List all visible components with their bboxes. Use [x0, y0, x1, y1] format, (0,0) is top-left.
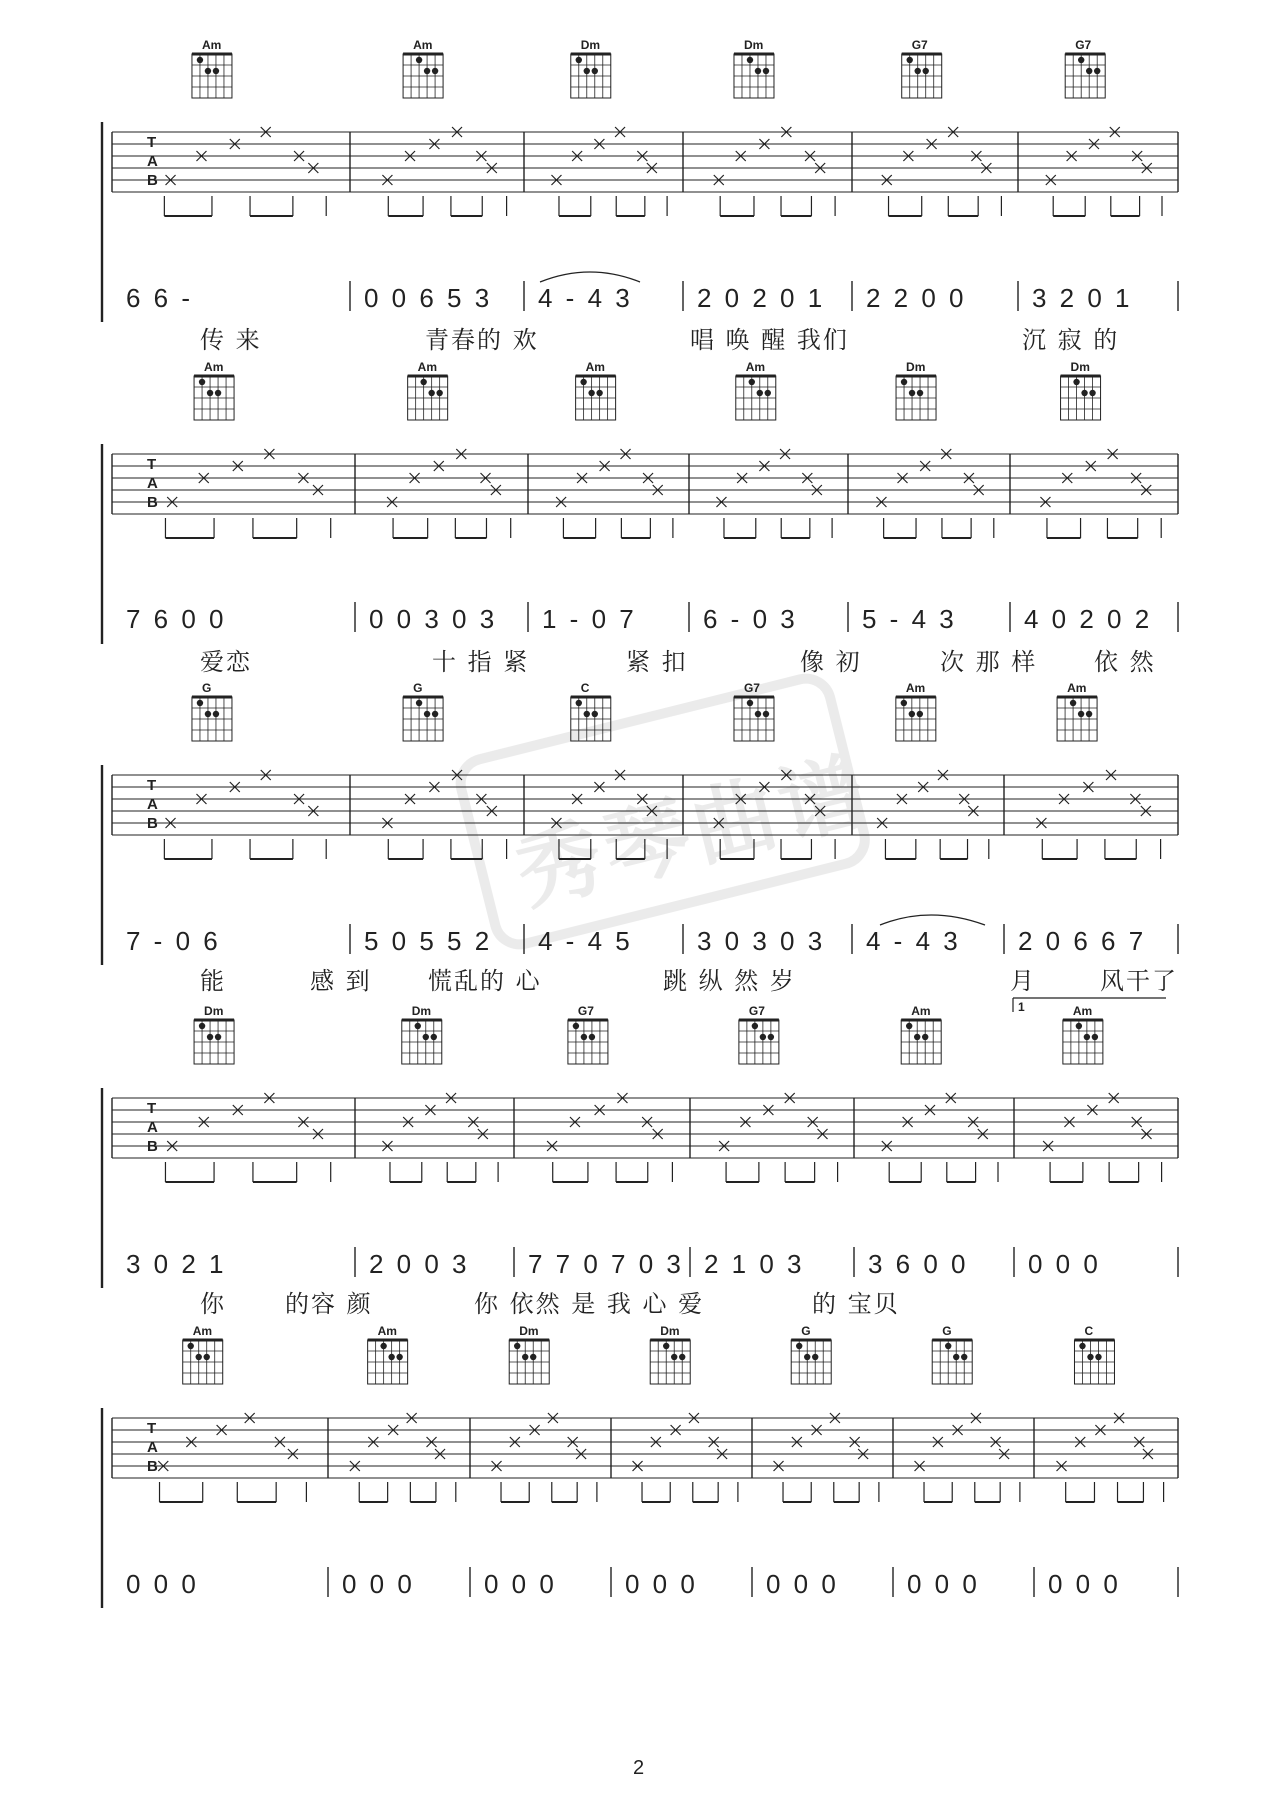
chord-finger-dot [1073, 379, 1079, 385]
lyric-segment: 慌乱的 心 [428, 967, 542, 995]
numbered-measure: 2 1 0 3 [704, 1249, 805, 1279]
chord-finger-dot [592, 711, 598, 717]
tab-clef-letter: T [147, 777, 157, 794]
chord-name: Dm [906, 360, 926, 374]
chord-finger-dot [576, 57, 582, 63]
chord-finger-dot [596, 390, 602, 396]
numbered-measure: 3 2 0 1 [1032, 283, 1133, 313]
chord-finger-dot [428, 390, 434, 396]
chord-name: G [942, 1324, 952, 1338]
numbered-measure: 3 6 0 0 [868, 1249, 969, 1279]
lyric-segment: 感 到 [310, 967, 372, 995]
chord-finger-dot [588, 390, 594, 396]
chord-finger-dot [1078, 57, 1084, 63]
numbered-measure: 7 7 0 7 0 3 [528, 1249, 684, 1279]
chord-finger-dot [747, 700, 753, 706]
numbered-measure: 2 0 6 6 7 [1018, 926, 1147, 956]
chord-finger-dot [749, 379, 755, 385]
numbered-measure: 0 0 0 [1048, 1569, 1121, 1599]
chord-finger-dot [213, 711, 219, 717]
numbered-measure: 4 - 4 3 [866, 926, 961, 956]
slur-arc [540, 272, 640, 282]
lyric-segment: 能 [200, 967, 226, 995]
chord-name: C [580, 681, 590, 695]
chord-finger-dot [213, 68, 219, 74]
chord-finger-dot [909, 390, 915, 396]
numbered-measure: 1 - 0 7 [542, 604, 637, 634]
numbered-measure: 4 - 4 5 [538, 926, 633, 956]
chord-name: C [1084, 1324, 1094, 1338]
page-number: 2 [633, 1757, 645, 1779]
chord-name: Am [745, 360, 766, 374]
chord-finger-dot [768, 1034, 774, 1040]
chord-finger-dot [909, 711, 915, 717]
chord-finger-dot [755, 711, 761, 717]
chord-finger-dot [945, 1343, 951, 1349]
chord-finger-dot [207, 1034, 213, 1040]
chord-name: Am [377, 1324, 397, 1338]
lyric-segment: 月 [1010, 967, 1036, 995]
numbered-measure: 0 0 0 [342, 1569, 415, 1599]
tab-clef-letter: A [147, 1439, 158, 1456]
chord-finger-dot [196, 1354, 202, 1360]
numbered-measure: 0 0 0 [766, 1569, 839, 1599]
chord-finger-dot [1070, 700, 1076, 706]
lyric-segment: 次 那 样 [940, 648, 1038, 676]
lyric-segment: 像 初 [800, 648, 862, 676]
chord-finger-dot [763, 711, 769, 717]
tab-clef-letter: T [147, 1420, 157, 1437]
numbered-measure: 4 0 2 0 2 [1024, 604, 1153, 634]
chord-finger-dot [431, 1034, 437, 1040]
chord-finger-dot [522, 1354, 528, 1360]
lyric-segment: 沉 寂 的 [1022, 326, 1120, 354]
chord-name: G7 [748, 1004, 765, 1018]
numbered-measure: 0 0 0 [625, 1569, 698, 1599]
chord-name: G7 [743, 681, 760, 695]
chord-finger-dot [205, 68, 211, 74]
lyric-segment: 爱恋 [200, 648, 252, 676]
chord-finger-dot [207, 390, 213, 396]
numbered-measure: 0 0 0 [1028, 1249, 1101, 1279]
numbered-measure: 0 0 3 0 3 [369, 604, 498, 634]
chord-finger-dot [914, 1034, 920, 1040]
numbered-measure: 7 - 0 6 [126, 926, 221, 956]
chord-finger-dot [573, 1023, 579, 1029]
chord-finger-dot [204, 1354, 210, 1360]
chord-finger-dot [679, 1354, 685, 1360]
lyric-segment: 跳 纵 然 岁 [663, 967, 796, 995]
chord-name: Dm [580, 38, 601, 52]
chord-name: Am [585, 360, 605, 374]
chord-finger-dot [796, 1343, 802, 1349]
chord-finger-dot [1095, 1354, 1101, 1360]
chord-finger-dot [420, 379, 426, 385]
chord-finger-dot [580, 379, 586, 385]
tab-clef-letter: B [147, 1458, 158, 1475]
chord-finger-dot [199, 1023, 205, 1029]
chord-finger-dot [432, 711, 438, 717]
lyric-segment: 风干了 [1100, 967, 1178, 995]
numbered-measure: 0 0 0 [484, 1569, 557, 1599]
chord-name: G [413, 681, 423, 695]
chord-name: Dm [1070, 360, 1090, 374]
chord-finger-dot [1084, 1034, 1090, 1040]
chord-finger-dot [1086, 711, 1092, 717]
chord-name: G [801, 1324, 811, 1338]
numbered-measure: 6 - 0 3 [703, 604, 798, 634]
chord-finger-dot [589, 1034, 595, 1040]
lyric-segment: 十 指 紧 [432, 648, 530, 676]
chord-finger-dot [917, 390, 923, 396]
chord-finger-dot [584, 711, 590, 717]
chord-finger-dot [747, 57, 753, 63]
chord-finger-dot [197, 700, 203, 706]
numbered-measure: 6 6 - [126, 283, 194, 313]
lyric-segment: 传 来 [200, 326, 262, 354]
chord-finger-dot [415, 1023, 421, 1029]
numbered-measure: 7 6 0 0 [126, 604, 227, 634]
chord-finger-dot [188, 1343, 194, 1349]
chord-finger-dot [901, 379, 907, 385]
numbered-measure: 5 - 4 3 [862, 604, 957, 634]
chord-name: Dm [204, 1004, 224, 1018]
chord-finger-dot [1078, 711, 1084, 717]
chord-name: Am [201, 38, 222, 52]
chord-finger-dot [205, 711, 211, 717]
chord-finger-dot [432, 68, 438, 74]
chord-name: Dm [519, 1324, 539, 1338]
lyric-segment: 你 依然 是 我 心 爱 [474, 1290, 705, 1318]
chord-finger-dot [765, 390, 771, 396]
volta-number: 1 [1018, 1000, 1025, 1014]
tab-clef-letter: A [147, 1119, 158, 1136]
watermark-text: 秀琴曲谱 [507, 740, 881, 923]
chord-finger-dot [380, 1343, 386, 1349]
chord-finger-dot [1079, 1343, 1085, 1349]
chord-finger-dot [423, 1034, 429, 1040]
chord-finger-dot [1092, 1034, 1098, 1040]
tab-clef-letter: T [147, 456, 157, 473]
numbered-measure: 4 - 4 3 [538, 283, 633, 313]
chord-finger-dot [915, 68, 921, 74]
lyric-segment: 的容 颜 [285, 1290, 373, 1318]
chord-finger-dot [1076, 1023, 1082, 1029]
tab-clef-letter: B [147, 494, 158, 511]
chord-finger-dot [804, 1354, 810, 1360]
chord-name: G [201, 681, 212, 695]
chord-finger-dot [416, 700, 422, 706]
numbered-measure: 2 2 0 0 [866, 283, 967, 313]
tab-clef-letter: B [147, 172, 158, 189]
chord-finger-dot [961, 1354, 967, 1360]
chord-finger-dot [663, 1343, 669, 1349]
chord-finger-dot [396, 1354, 402, 1360]
lyric-segment: 的 宝贝 [812, 1290, 900, 1318]
chord-finger-dot [757, 390, 763, 396]
lyric-segment: 你 [200, 1290, 226, 1318]
chord-finger-dot [671, 1354, 677, 1360]
tab-clef-letter: A [147, 475, 158, 492]
tab-clef-letter: T [147, 1100, 157, 1117]
chord-finger-dot [917, 711, 923, 717]
chord-finger-dot [416, 57, 422, 63]
tab-clef-letter: B [147, 1138, 158, 1155]
chord-name: Am [911, 1004, 931, 1018]
chord-finger-dot [215, 1034, 221, 1040]
tab-clef-letter: B [147, 815, 158, 832]
chord-finger-dot [907, 57, 913, 63]
lyric-segment: 唱 唤 醒 我们 [690, 326, 849, 354]
chord-finger-dot [584, 68, 590, 74]
chord-finger-dot [199, 379, 205, 385]
chord-finger-dot [530, 1354, 536, 1360]
chord-finger-dot [760, 1034, 766, 1040]
lyric-segment: 依 然 [1094, 648, 1156, 676]
chord-name: Am [192, 1324, 213, 1338]
chord-finger-dot [388, 1354, 394, 1360]
chord-finger-dot [1081, 390, 1087, 396]
chord-finger-dot [923, 68, 929, 74]
chord-finger-dot [922, 1034, 928, 1040]
numbered-measure: 0 0 6 5 3 [364, 283, 493, 313]
chord-name: Dm [660, 1324, 680, 1338]
chord-finger-dot [755, 68, 761, 74]
numbered-measure: 0 0 0 [907, 1569, 980, 1599]
chord-finger-dot [953, 1354, 959, 1360]
chord-name: G7 [911, 38, 928, 52]
chord-finger-dot [812, 1354, 818, 1360]
numbered-measure: 3 0 2 1 [126, 1249, 227, 1279]
tab-clef-letter: A [147, 153, 158, 170]
numbered-measure: 2 0 0 3 [369, 1249, 470, 1279]
chord-name: Dm [411, 1004, 432, 1018]
tab-clef-letter: T [147, 134, 157, 151]
numbered-measure: 5 0 5 5 2 [364, 926, 493, 956]
chord-finger-dot [424, 711, 430, 717]
chord-finger-dot [1094, 68, 1100, 74]
chord-finger-dot [901, 700, 907, 706]
chord-finger-dot [436, 390, 442, 396]
chord-finger-dot [576, 700, 582, 706]
chord-name: Am [204, 360, 224, 374]
lyric-segment: 紧 扣 [626, 648, 688, 676]
chord-finger-dot [197, 57, 203, 63]
chord-name: Am [1072, 1004, 1093, 1018]
chord-name: Dm [743, 38, 764, 52]
numbered-measure: 2 0 2 0 1 [697, 283, 826, 313]
chord-finger-dot [424, 68, 430, 74]
chord-name: Am [905, 681, 926, 695]
chord-name: Am [417, 360, 437, 374]
chord-finger-dot [763, 68, 769, 74]
chord-finger-dot [1087, 1354, 1093, 1360]
chord-finger-dot [1086, 68, 1092, 74]
tab-clef-letter: A [147, 796, 158, 813]
chord-finger-dot [514, 1343, 520, 1349]
lyric-segment: 青春的 欢 [425, 326, 539, 354]
chord-name: G7 [577, 1004, 594, 1018]
chord-finger-dot [752, 1023, 758, 1029]
chord-finger-dot [1089, 390, 1095, 396]
slur-arc [880, 915, 985, 925]
numbered-measure: 3 0 3 0 3 [697, 926, 826, 956]
chord-finger-dot [581, 1034, 587, 1040]
chord-finger-dot [215, 390, 221, 396]
chord-name: G7 [1075, 38, 1092, 52]
chord-finger-dot [592, 68, 598, 74]
numbered-measure: 0 0 0 [126, 1569, 199, 1599]
chord-name: Am [413, 38, 433, 52]
chord-name: Am [1067, 681, 1087, 695]
chord-finger-dot [906, 1023, 912, 1029]
